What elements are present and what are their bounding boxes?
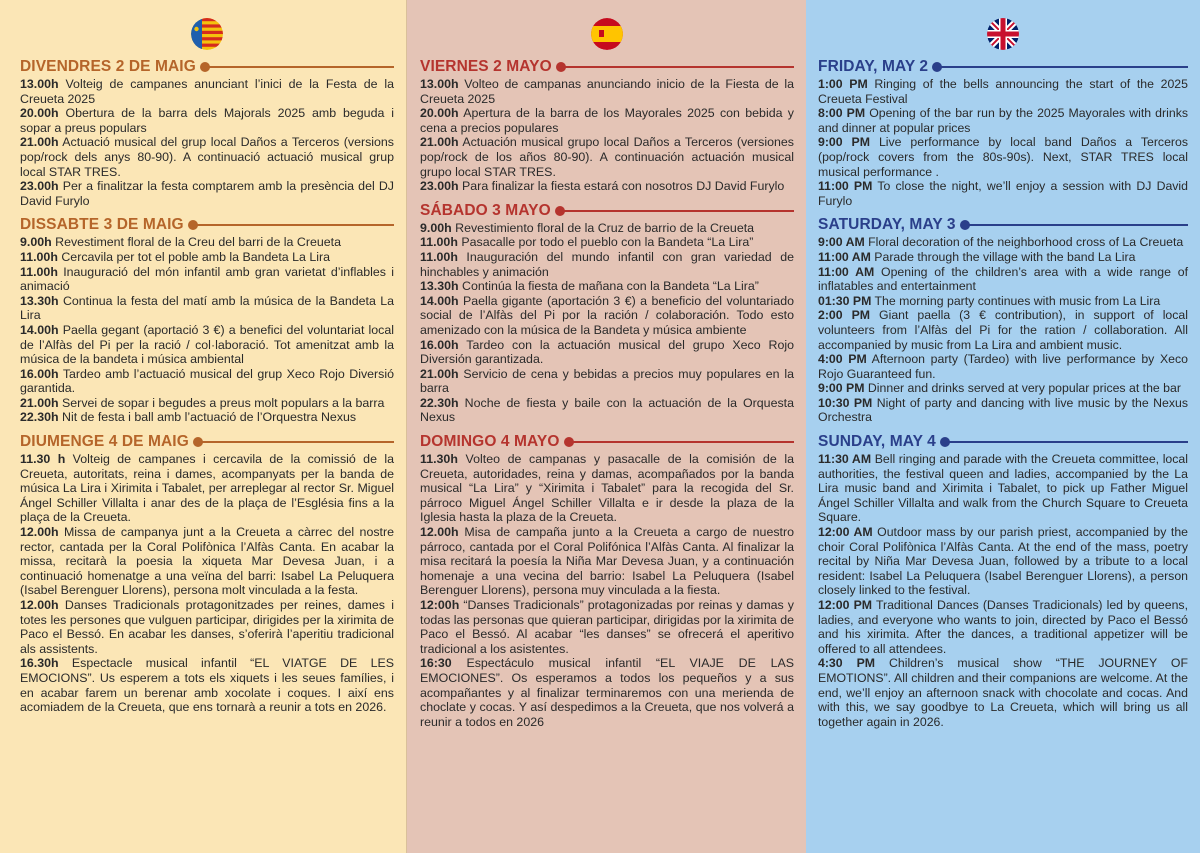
entry-description: Tardeo con la actuación musical del grupo Xeco Rojo Diversión garantizada. [420,337,794,367]
entry-time: 14.00h [20,322,59,337]
entry-description: Actuació musical del grup local Daños a Terceros (versions pop/rock dels anys 80-90). A continuació actuació musical grup local STAR TRES. [20,135,395,179]
entry-time: 4:00 PM [818,352,867,367]
entry-time: 21.00h [420,135,459,150]
schedule-entry [818,135,1188,179]
schedule-entry [20,265,394,294]
entry-time: 13.00h [420,77,459,91]
entry-description: Dinner and drinks served at very popular prices at the bar [867,381,1181,396]
entry-description: Volteig de campanes anunciant l’inici de la Festa de la Creueta 2025 [20,77,394,106]
day-header [818,58,1188,76]
entry-description: Volteig de campanes i cercavila de la comissió de la Creueta, autoritats, reina i dames, acompanyats per la banda de música La Lira i Xirimita i Tabalet, per arreplegar al rector Sr. Miguel Ángel Schiller Villalta i anar des de la plaça de l’Església fins a la plaça de la Creueta. [20,452,394,525]
column-valencian [0,0,406,853]
entry-time: 11:00 AM [818,264,875,279]
day-title: DIVENDRES 2 DE MAIG [20,58,196,75]
entry-description: Missa de campanya junt a la Creueta a càrrec del nostre rector, cantada per la Coral Polifònica l’Alfàs Canta. En acabar la missa, recitarà la poesia la xiqueta Mar Devesa Juan, i a continuació homenatge a una veïna del barri: Isabel La Peluquera (Isabel Berenguer Llorens), persona molt vinculada a la festa. [20,525,394,598]
entry-time: 21.00h [420,366,459,381]
entry-description: Para finalizar la fiesta estará con nosotros DJ David Furylo [462,179,785,194]
schedule-entry [420,367,794,396]
day-section [818,433,1188,729]
schedule-entry [818,77,1188,106]
schedule-entry [20,367,394,396]
schedule-entry [818,525,1188,598]
entry-description: Volteo de campanas y pasacalle de la comisión de la Creueta, autoridades, reina y damas, acompañados por la banda musical “La Lira” y “Xirimita i Tabalet” para la recogida del Sr. párroco Miguel Ángel Schiller Villalta e ir desde la plaza de la Iglesia hasta la plaza de la Creueta. [420,452,794,525]
entry-description: Outdoor mass by our parish priest, accompanied by the choir Coral Polifònica l’Alfàs Canta. At the end of the mass, poetry recital by Niña Mar Devesa Juan, followed by a tribute to a local resident: Isabel La Peluquera (Isabel Berenguer Llorens), a person closely linked to the festival. [818,525,1189,598]
entry-time: 11.00h [420,249,458,264]
schedule-entry [818,179,1188,208]
day-section [420,202,794,425]
spanish-flag-icon [591,18,623,50]
entry-description: Nit de festa i ball amb l’actuació de l’Orquestra Nexus [62,410,357,425]
entry-description: Revestiment floral de la Creu del barri de la Creueta [55,235,341,250]
entry-description: Espectacle musical infantil “EL VIATGE DE LES EMOCIONS”. Us esperem a tots els xiquets i les seues famílies, i en acabar farem un berenar amb xocolate i coques. I així ens acomiadem de la Creueta, que ens tornarà a reunir a tots en 2026. [20,656,394,715]
schedule-entry [420,77,794,106]
entry-description: Servei de sopar i begudes a preus molt populars a la barra [62,395,385,410]
title-underline-divider [942,441,1188,443]
schedule-entry [20,294,394,323]
entry-time: 9:00 AM [818,235,865,250]
schedule-entry [818,250,1188,265]
entry-description: Cercavila per tot el poble amb la Bandeta La Lira [61,249,330,264]
entry-time: 1:00 PM [818,77,868,91]
schedule-entry [20,525,394,598]
schedule-entry [420,656,794,729]
entry-time: 16:30 [420,656,452,671]
entry-time: 16.00h [420,337,459,352]
entry-description: Apertura de la barra de los Mayorales 2025 con bebida y cena a precios populares [420,106,794,135]
day-title: SÁBADO 3 MAYO [420,201,551,219]
entry-description: Ringing of the bells announcing the start of the 2025 Creueta Festival [818,77,1188,106]
title-underline-divider [202,66,394,68]
entry-description: Danses Tradicionals protagonitzades per reines, dames i totes les persones que vulguen participar, dirigides per la xirimita de Paco el Bessó. En acabar les danses, s’oferirà l’aperitiu tradicional als assistents. [20,598,394,656]
schedule-entry [420,235,794,250]
entry-description: Afternoon party (Tardeo) with live performance by Xeco Rojo Guaranteed fun. [818,352,1188,381]
schedule-entry [20,452,394,525]
entry-description: Opening of the bar run by the 2025 Mayorales with drinks and dinner at popular prices [818,106,1188,135]
entry-description: Children’s musical show “THE JOURNEY OF EMOTIONS”. All children and their companions are welcome. At the end, we’ll enjoy an afternoon snack with chocolate and cocas. And with this, we say goodbye to La Creueta, which will bring us all together again in 2026. [818,656,1188,729]
entry-description: Traditional Dances (Danses Tradicionals) led by queens, ladies, and everyone who wants to join, directed by Paco el Bessó and his xirimita. After the dances, a traditional appetizer will be offered to all attendees. [818,598,1188,656]
schedule-entry [20,656,394,714]
schedule-entry [818,294,1188,309]
entry-time: 20.00h [420,106,459,121]
day-title: VIERNES 2 MAYO [420,58,552,75]
entry-description: Per a finalitzar la festa comptarem amb la presència del DJ David Furylo [20,179,394,208]
day-header [818,433,1188,451]
schedule-entry [20,135,394,179]
schedule-entry [818,265,1188,294]
entry-description: Opening of the children’s area with a wide range of inflatables and entertainment [818,264,1188,294]
schedule-entry [818,235,1188,250]
entry-description: Parade through the village with the band La Lira [874,249,1136,264]
day-section [20,216,394,425]
entry-description: Misa de campaña junto a la Creueta a cargo de nuestro párroco, cantada por el Coral Polifónica l’Alfàs Canta. Al finalizar la misa recitará la poesía la Niña Mar Devesa Juan, y a continuación homenaje a una vecina del barrio: Isabel La Peluquera (Isabel Berenguer Llorens), persona muy vinculada a la fiesta. [420,525,794,598]
day-title: FRIDAY, MAY 2 [818,58,929,75]
title-underline-divider [195,441,394,443]
entry-description: Actuación musical grupo local Daños a Terceros (versiones pop/rock de los años 80-90). A continuación actuación musical grupo local STAR TRES. [420,135,794,179]
entry-time: 4:30 PM [818,656,876,671]
day-title: DISSABTE 3 DE MAIG [20,216,184,234]
schedule-entry [20,106,394,135]
schedule-entry [20,179,394,208]
schedule-entry [420,338,794,367]
entry-time: 21.00h [20,395,59,410]
schedule-entry [420,250,794,279]
day-header [420,58,794,76]
day-header [420,202,794,220]
entry-time: 11.00h [20,264,58,279]
entry-time: 11.00h [420,235,458,250]
entry-time: 11.30 h [20,452,66,467]
entry-time: 11:30 AM [818,452,872,467]
day-header [420,433,794,451]
entry-time: 8:00 PM [818,106,866,121]
title-underline-divider [566,441,795,443]
entry-time: 21.00h [20,135,59,150]
entry-time: 11:00 AM [818,249,871,264]
schedule-entry [818,396,1188,425]
entry-time: 12:00 PM [818,598,873,612]
entry-description: Night of party and dancing with live music by the Nexus Orchestra [818,395,1188,425]
entry-time: 22.30h [420,395,459,410]
valencian-flag-icon [191,18,223,50]
schedule-entry [420,135,794,179]
schedule-entry [420,598,794,656]
entry-time: 12:00 AM [818,525,873,540]
schedule-entry [420,294,794,338]
entry-description: Inauguración del mundo infantil con gran variedad de hinchables y animación [420,249,794,279]
schedule-entry [20,235,394,250]
day-section [818,58,1188,208]
entry-description: Bell ringing and parade with the Creueta committee, local authorities, the festival queen and ladies, accompanied by the La Lira music band and Xirimita i Tabalet, to pick up Father Miguel Ángel Schiller Villalta and walk from the Church Square to Creueta Square. [818,452,1188,525]
day-header [818,216,1188,234]
entry-time: 12:00h [420,598,460,612]
schedule-entry [818,598,1188,656]
schedule-entry [20,323,394,367]
entry-time: 23.00h [20,179,59,194]
entry-description: Continua la festa del matí amb la música de la Bandeta La Lira [20,293,394,323]
column-english [806,0,1200,853]
entry-description: Tardeo amb l’actuació musical del grup Xeco Rojo Diversió garantida. [20,366,395,396]
schedule-entry [818,352,1188,381]
day-section [818,216,1188,425]
day-title: DIUMENGE 4 DE MAIG [20,433,189,451]
entry-description: The morning party continues with music from La Lira [874,293,1161,308]
entry-time: 16.30h [20,656,59,671]
entry-time: 13.00h [20,77,59,91]
schedule-entry [20,396,394,411]
entry-time: 2:00 PM [818,308,871,323]
day-section [20,433,394,715]
day-section [420,58,794,194]
schedule-entry [818,656,1188,729]
entry-description: Revestimiento floral de la Cruz de barrio de la Creueta [455,220,755,235]
entry-time: 11.00h [20,249,58,264]
entry-time: 16.00h [20,366,59,381]
schedule-entry [420,525,794,598]
day-section [420,433,794,729]
schedule-entry [420,452,794,525]
schedule-entry [20,598,394,656]
entry-time: 9:00 PM [818,381,865,396]
entry-description: Floral decoration of the neighborhood cross of La Creueta [868,235,1184,250]
day-header [20,58,394,76]
schedule-entry [420,106,794,135]
schedule-entry [420,279,794,294]
day-header [20,433,394,451]
entry-time: 10:30 PM [818,395,873,410]
entry-description: Espectáculo musical infantil “EL VIAJE DE LAS EMOCIONES”. Os esperamos a todos los pequeños y a sus acompañantes y al finalizar terminaremos con una merienda de choclate y cocas. Y así despedimos a la Creueta, que nos volverá a reunir a todos en 2026 [420,656,794,729]
column-spanish [406,0,806,853]
uk-flag-icon [987,18,1019,50]
entry-time: 23.00h [420,179,459,194]
entry-description: To close the night, we’ll enjoy a session with DJ David Furylo [818,179,1189,208]
day-title: DOMINGO 4 MAYO [420,433,560,451]
day-section [20,58,394,208]
entry-description: Pasacalle por todo el pueblo con la Bandeta “La Lira” [461,235,754,250]
title-underline-divider [962,224,1188,226]
entry-time: 22.30h [20,410,59,425]
entry-time: 12.00h [20,598,59,612]
entry-description: Obertura de la barra dels Majorals 2025 amb beguda i sopar a preus populars [20,106,394,135]
entry-description: Live performance by local band Daños a Terceros (pop/rock covers from the 80s-90s). Next, STAR TRES local musical performance . [818,135,1188,179]
entry-time: 01:30 PM [818,293,872,308]
schedule-entry [818,106,1188,135]
entry-time: 11.30h [420,452,458,467]
entry-description: Paella gegant (aportació 3 €) a benefici del voluntariat local de l’Alfàs del Pi per la ració / col·laboració. Tot amenitzat amb la música de la bandeta i música ambiental [20,322,394,367]
day-title: SUNDAY, MAY 4 [818,433,936,451]
entry-time: 14.00h [420,293,459,308]
title-underline-divider [557,210,794,212]
schedule-entry [420,179,794,194]
entry-time: 9.00h [420,220,452,235]
day-header [20,216,394,234]
schedule-entry [420,396,794,425]
entry-time: 13.30h [20,293,59,308]
title-underline-divider [558,66,794,68]
title-underline-divider [190,224,394,226]
schedule-entry [818,308,1188,352]
day-title: SATURDAY, MAY 3 [818,216,956,234]
entry-description: Servicio de cena y bebidas a precios muy populares en la barra [420,366,794,396]
schedule-entry [20,250,394,265]
schedule-entry [818,381,1188,396]
entry-time: 13.30h [420,279,459,294]
entry-description: “Danses Tradicionals” protagonizadas por reinas y damas y todas las personas que quieran participar, dirigidas por la xirimita de Paco el Bessó. Al acabar “les danses” se ofrecerá el aperitivo tradicional a los asistentes. [420,598,794,656]
entry-description: Paella gigante (aportación 3 €) a beneficio del voluntariado social de l’Alfàs del Pi por la ración / colaboración. Todo esto amenizado con la música de la Bandeta y música ambiente [420,293,794,337]
schedule-entry [20,77,394,106]
entry-time: 9.00h [20,235,52,250]
entry-time: 20.00h [20,106,59,121]
schedule-entry [818,452,1188,525]
entry-description: Volteo de campanas anunciando inicio de la Fiesta de la Creueta 2025 [420,77,794,106]
entry-time: 12.00h [420,525,459,540]
entry-time: 11:00 PM [818,179,873,194]
entry-description: Giant paella (3 € contribution), in support of local volunteers from l’Alfàs del Pi for the ration / collaboration. All accompanied by music from La Lira and ambient music. [818,308,1188,352]
entry-description: Inauguració del món infantil amb gran varietat d’inflables i animació [20,264,394,294]
entry-description: Noche de fiesta y baile con la actuación de la Orquesta Nexus [420,395,794,425]
entry-description: Continúa la fiesta de mañana con la Bandeta “La Lira” [462,279,759,294]
title-underline-divider [934,66,1188,68]
entry-time: 12.00h [20,525,59,540]
schedule-entry [20,410,394,425]
schedule-entry [420,221,794,236]
entry-time: 9:00 PM [818,135,870,150]
